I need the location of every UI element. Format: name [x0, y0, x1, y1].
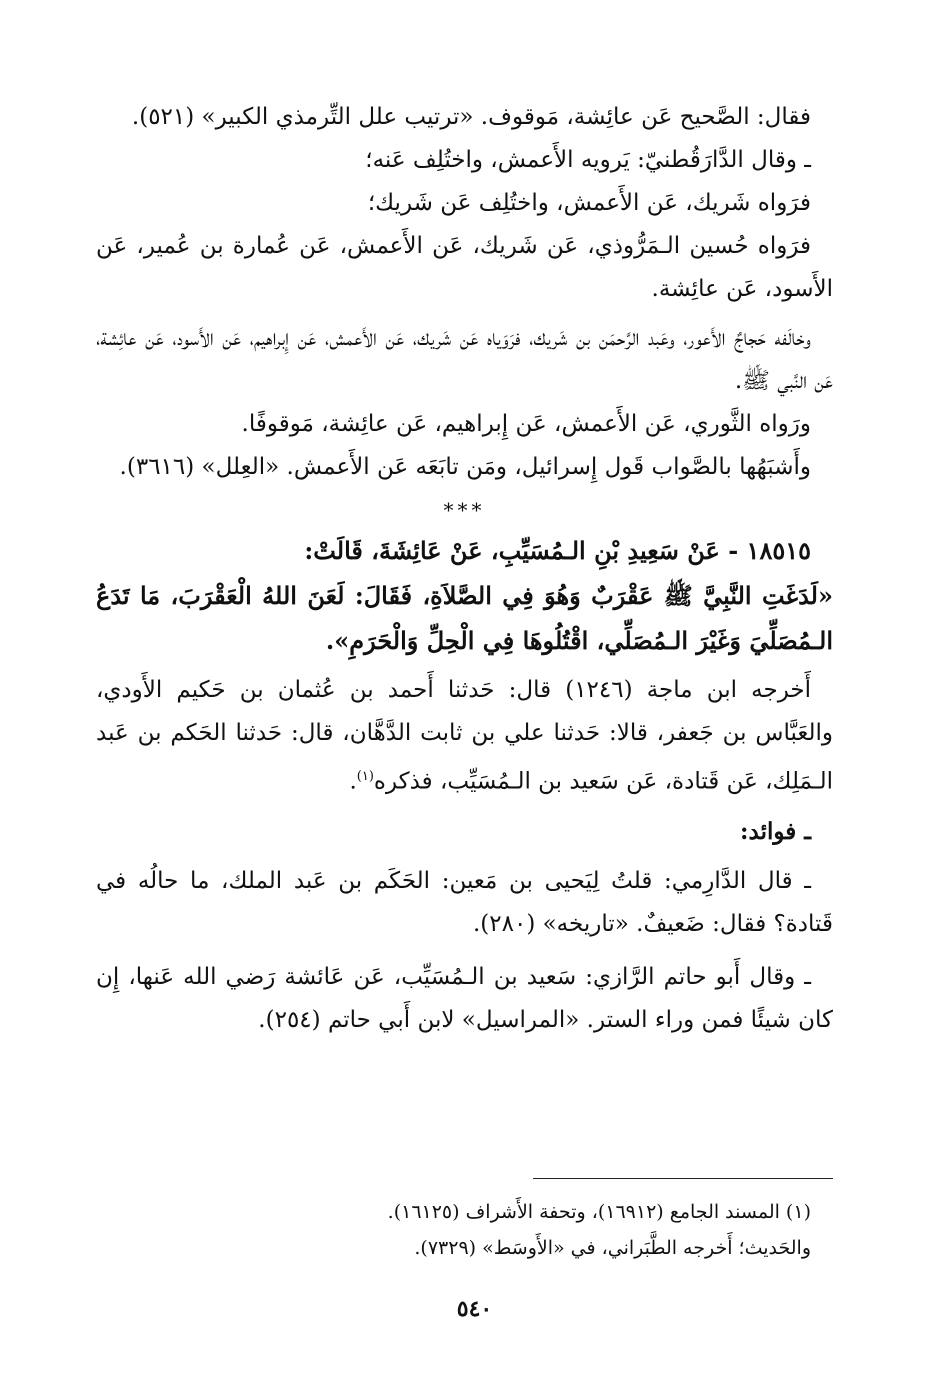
paragraph-tirmidhi-ruling: فقال: الصَّحيح عَن عائِشة، مَوقوف. «ترتيب علل التِّرمذي الكبير» (٥٢١).	[131, 104, 811, 130]
hadith-number-separator: -	[728, 536, 739, 565]
paragraph-takhrij	[96, 669, 833, 804]
hadith-heading	[96, 529, 833, 573]
footnote-divider	[533, 1178, 833, 1179]
footnotes	[96, 1194, 833, 1266]
paragraph-abu-hatim: ـ وقال أَبو حاتم الرَّازي: سَعيد بن الـمُسَيِّب، عَن عَائشة رَضي الله عَنها، إِن كان شيئًا فمن وراء الستر. «المراسيل» لابن أَبي حاتم (٢٥٤).	[96, 963, 833, 1033]
hadith-isnad: عَنْ سَعِيدِ بْنِ الـمُسَيِّبِ، عَنْ عَائِشَةَ، قَالَتْ:	[304, 536, 720, 565]
paragraph-sharik-narration: فرَواه شَريك، عَن الأَعمش، واختُلِف عَن شَريك؛	[367, 190, 811, 216]
page-body	[96, 96, 833, 1042]
hadith-matn: «لَدَغَتِ النَّبِيَّ ﷺ عَقْرَبٌ وَهُوَ فِي الصَّلاَةِ، فَقَالَ: لَعَنَ اللهُ الْعَقْرَبَ، مَا تَدَعُ الـمُصَلِّيَ وَغَيْرَ الـمُصَلِّي، اقْتُلُوهَا فِي الْحِلِّ وَالْحَرَمِ».	[96, 581, 833, 655]
paragraph-darimi: ـ قال الدَّارِمي: قلتُ لِيَحيى بن مَعين: الحَكَم بن عَبد الملك، ما حالُه في قَتادة؟ فقال: ضَعيفٌ. «تاريخه» (٢٨٠).	[96, 867, 833, 937]
section-separator-stars: ***	[443, 498, 486, 522]
fawaid-title: ـ فوائد:	[740, 817, 811, 845]
page-number: ٥٤٠	[456, 1296, 493, 1322]
hadith-number: ١٨٥١٥	[746, 536, 811, 565]
paragraph-daraqutni-intro: ـ وقال الدَّارَقُطنيّ: يَرويه الأَعمش، واختُلِف عَنه؛	[365, 147, 811, 173]
footnote-1: (١) المسند الجامع (١٦٩١٢)، وتحفة الأَشراف (١٦١٢٥).	[387, 1201, 811, 1223]
paragraph-closest-opinion: وأَشبَهُها بالصَّواب قَول إِسرائيل، ومَن تابَعَه عَن الأَعمش. «العِلل» (٣٦١٦).	[119, 454, 811, 480]
paragraph-husayn-narration: فرَواه حُسين الـمَرُّوذي، عَن شَريك، عَن الأَعمش، عَن عُمارة بن عُمير، عَن الأَسود، عَن عائِشة.	[96, 233, 833, 302]
takhrij-end: .	[349, 768, 357, 795]
paragraph-thawri-narration: ورَواه الثَّوري، عَن الأَعمش، عَن إِبراهيم، عَن عائِشة، مَوقوفًا.	[241, 411, 811, 437]
footnote-ref: (١)	[356, 769, 374, 784]
footnote-2: والحَديث؛ أَخرجه الطَّبَراني، في «الأَوسَط» (٧٣٢٩).	[414, 1237, 811, 1259]
paragraph-hajjaj-narration: وخالَفه حَجاجٌ الأَعور، وعَبد الرَّحمَن بن شَريك، فرَوَياه عَن شَريك، عَن الأَعمش، عَن إِبراهيم، عَن الأَسود، عَن عائِشة، عَن النَّبي ﷺ.	[96, 325, 833, 394]
takhrij-text: أَخرجه ابن ماجة (١٢٤٦) قال: حَدثنا أَحمد بن عُثمان بن حَكيم الأَودي، والعَبَّاس بن جَعفر، قالا: حَدثنا علي بن ثابت الدَّهَّان، قال: حَدثنا الحَكم بن عَبد الـمَلِك، عَن قَتادة، عَن سَعيد بن الـمُسَيِّب، فذكره	[96, 677, 833, 795]
